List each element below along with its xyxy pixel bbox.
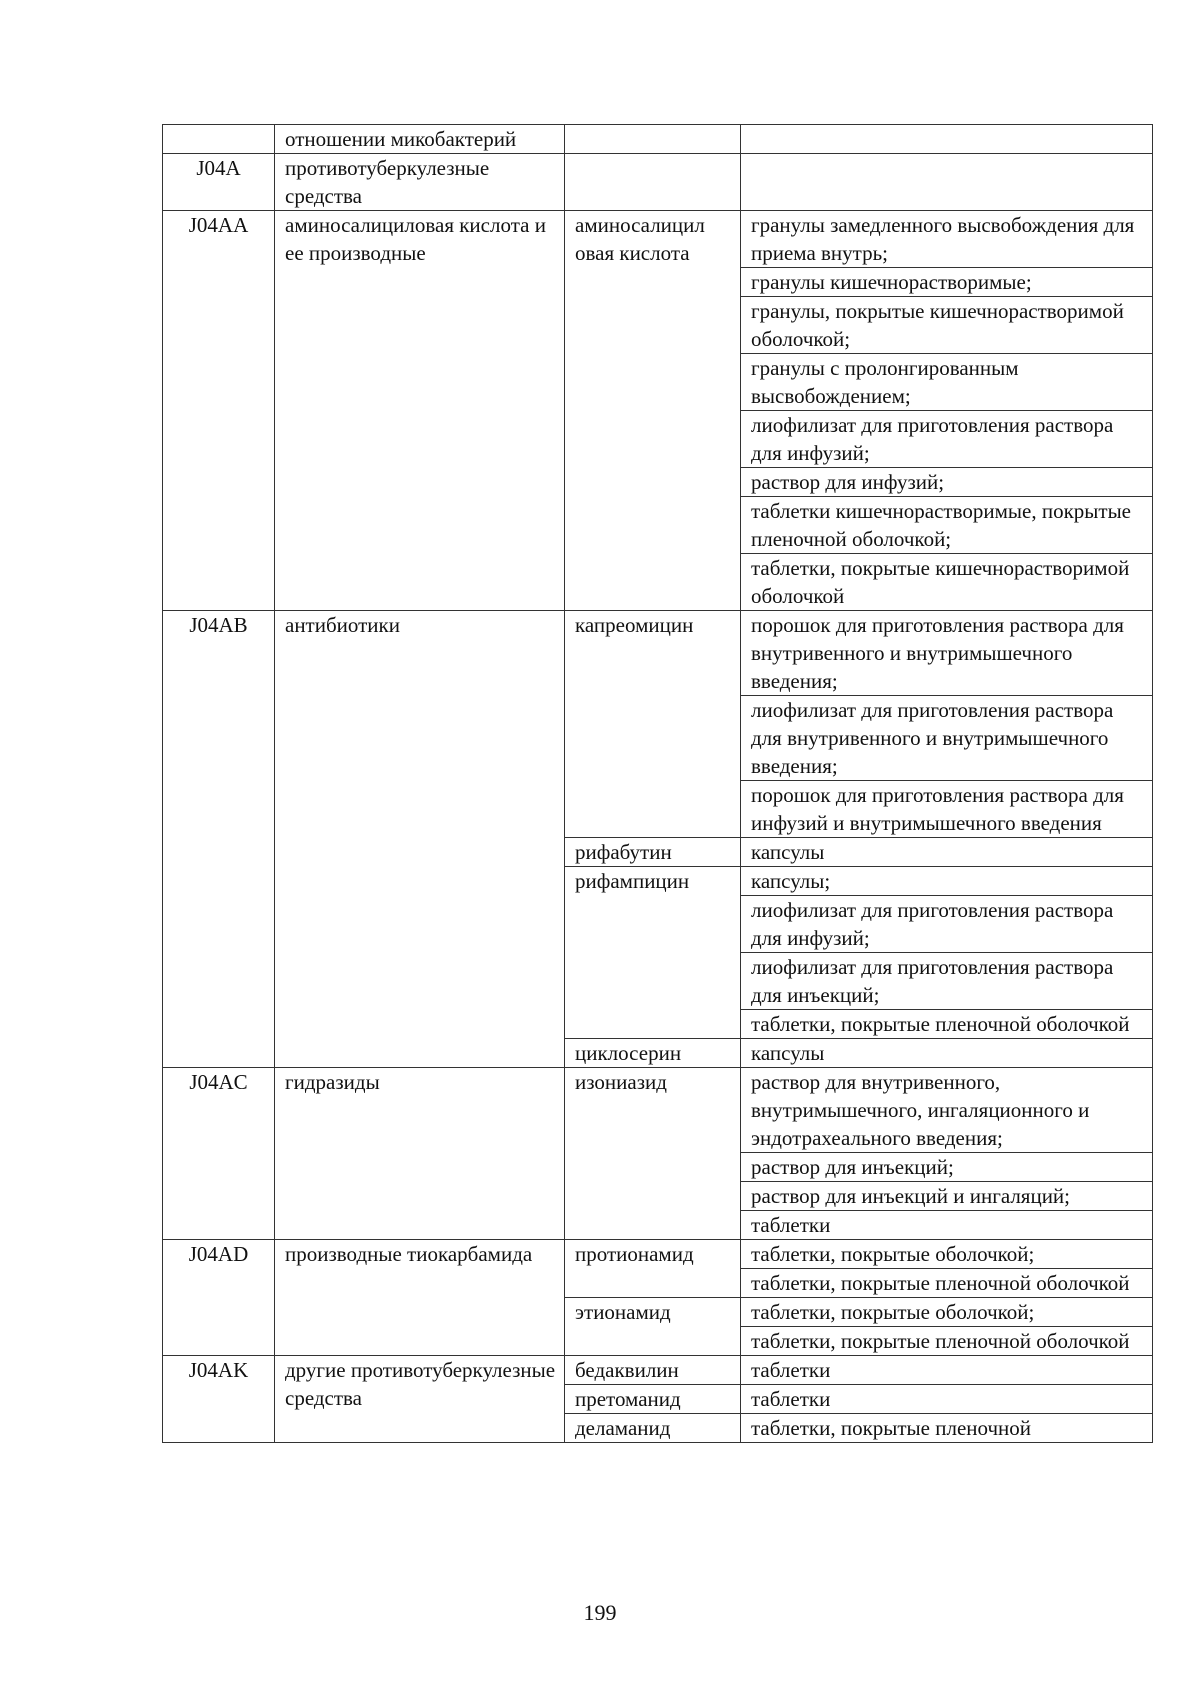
drug-cell: рифампицин [565, 867, 741, 1039]
form-cell: таблетки, покрытые оболочкой; [741, 1240, 1153, 1269]
atc-code-cell: J04AK [163, 1356, 275, 1443]
form-cell: лиофилизат для приготовления раствора для внутривенного и внутримышечного введения; [741, 696, 1153, 781]
form-cell: таблетки, покрытые пленочной оболочкой [741, 1269, 1153, 1298]
form-cell: порошок для приготовления раствора для инфузий и внутримышечного введения [741, 781, 1153, 838]
form-cell: капсулы; [741, 867, 1153, 896]
drug-cell [565, 125, 741, 154]
group-cell: производные тиокарбамида [275, 1240, 565, 1356]
form-cell: капсулы [741, 838, 1153, 867]
form-cell: раствор для инъекций и ингаляций; [741, 1182, 1153, 1211]
drug-cell: аминосалицил овая кислота [565, 211, 741, 611]
form-cell: таблетки [741, 1211, 1153, 1240]
form-cell: лиофилизат для приготовления раствора для инъекций; [741, 953, 1153, 1010]
form-cell: порошок для приготовления раствора для внутривенного и внутримышечного введения; [741, 611, 1153, 696]
table-row [163, 154, 1153, 211]
table-row [163, 125, 1153, 154]
atc-code-cell: J04AA [163, 211, 275, 611]
drug-cell: деламанид [565, 1414, 741, 1443]
form-cell: таблетки [741, 1356, 1153, 1385]
form-cell: таблетки, покрытые пленочной оболочкой [741, 1010, 1153, 1039]
group-cell: другие противотуберкулезные средства [275, 1356, 565, 1443]
form-cell: раствор для внутривенного, внутримышечного, ингаляционного и эндотрахеального введения; [741, 1068, 1153, 1153]
drug-cell: этионамид [565, 1298, 741, 1356]
table-row [163, 211, 1153, 268]
form-cell: лиофилизат для приготовления раствора для инфузий; [741, 411, 1153, 468]
atc-code-cell: J04AD [163, 1240, 275, 1356]
form-cell: таблетки, покрытые пленочной [741, 1414, 1153, 1443]
atc-code-cell: J04A [163, 154, 275, 211]
page-number: 199 [583, 1600, 617, 1625]
group-cell: аминосалициловая кислота и ее производные [275, 211, 565, 611]
form-cell: гранулы замедленного высвобождения для приема внутрь; [741, 211, 1153, 268]
drug-table-container [162, 124, 1152, 1443]
table-row [163, 611, 1153, 696]
table-row [163, 1356, 1153, 1385]
drug-cell: изониазид [565, 1068, 741, 1240]
form-cell: гранулы с пролонгированным высвобождением; [741, 354, 1153, 411]
drug-cell: рифабутин [565, 838, 741, 867]
form-cell: гранулы, покрытые кишечнорастворимой оболочкой; [741, 297, 1153, 354]
group-cell: противотуберкулезные средства [275, 154, 565, 211]
form-cell: лиофилизат для приготовления раствора для инфузий; [741, 896, 1153, 953]
drug-cell: протионамид [565, 1240, 741, 1298]
atc-code-cell [163, 125, 275, 154]
form-cell: таблетки [741, 1385, 1153, 1414]
form-cell: таблетки кишечнорастворимые, покрытые пленочной оболочкой; [741, 497, 1153, 554]
form-cell: раствор для инфузий; [741, 468, 1153, 497]
group-cell: антибиотики [275, 611, 565, 1068]
drug-table [162, 124, 1153, 1443]
form-cell: таблетки, покрытые оболочкой; [741, 1298, 1153, 1327]
drug-cell: циклосерин [565, 1039, 741, 1068]
form-cell: раствор для инъекций; [741, 1153, 1153, 1182]
form-cell [741, 125, 1153, 154]
form-cell: капсулы [741, 1039, 1153, 1068]
group-cell: гидразиды [275, 1068, 565, 1240]
form-cell: таблетки, покрытые кишечнорастворимой оболочкой [741, 554, 1153, 611]
drug-cell: бедаквилин [565, 1356, 741, 1385]
form-cell: таблетки, покрытые пленочной оболочкой [741, 1327, 1153, 1356]
table-row [163, 1068, 1153, 1153]
drug-cell: претоманид [565, 1385, 741, 1414]
table-row [163, 1240, 1153, 1269]
atc-code-cell: J04AB [163, 611, 275, 1068]
form-cell: гранулы кишечнорастворимые; [741, 268, 1153, 297]
group-cell: отношении микобактерий [275, 125, 565, 154]
drug-cell: капреомицин [565, 611, 741, 838]
drug-cell [565, 154, 741, 211]
atc-code-cell: J04AC [163, 1068, 275, 1240]
form-cell [741, 154, 1153, 211]
